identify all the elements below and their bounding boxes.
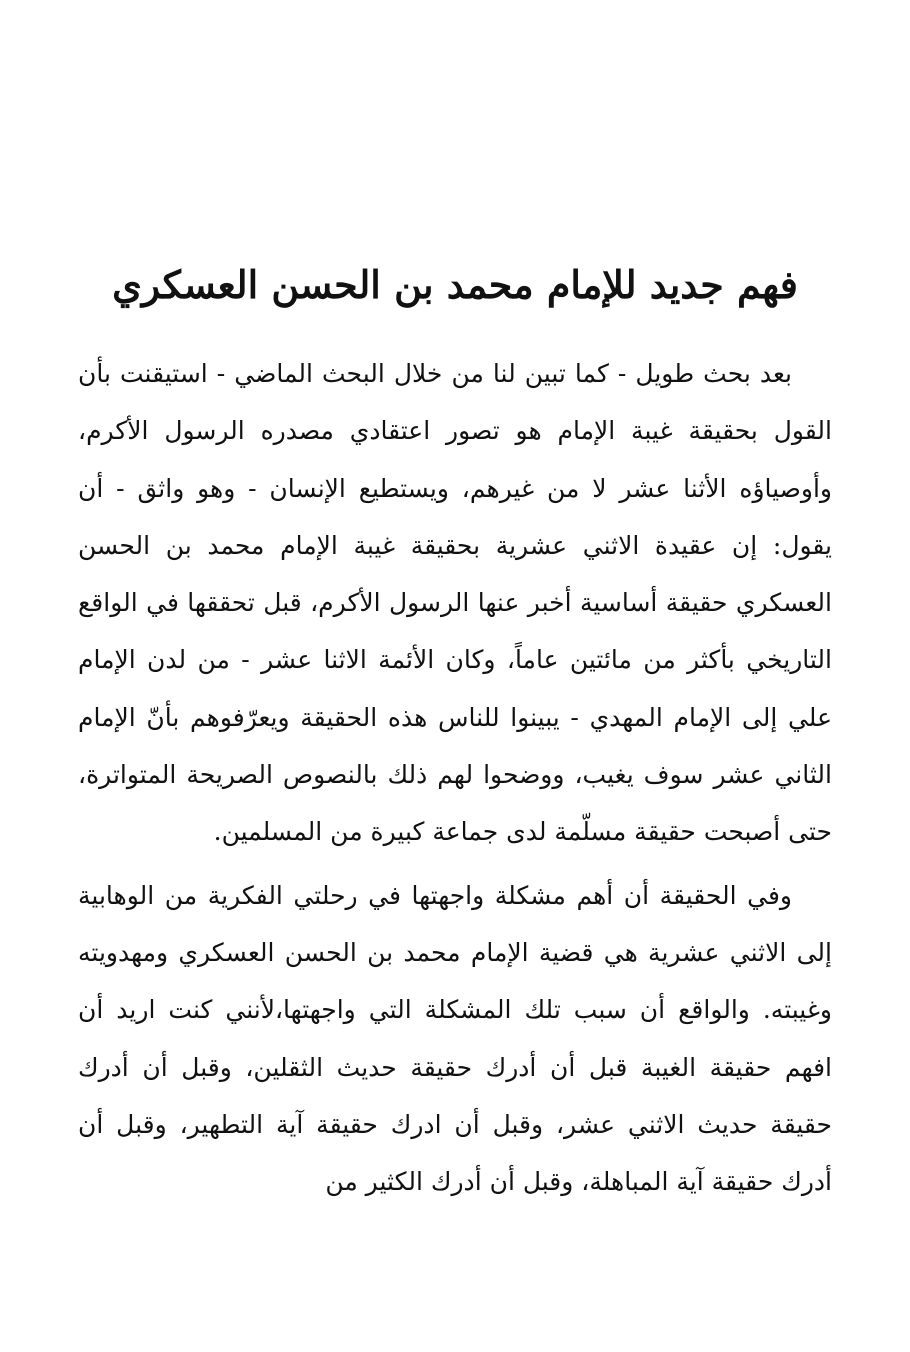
paragraph-2: وفي الحقيقة أن أهم مشكلة واجهتها في رحلتي الفكرية من الوهابية إلى الاثني عشرية هي قضية الإمام محمد بن الحسن العسكري ومهدويته وغيبته. والواقع أن سبب تلك المشكلة التي واجهتها،لأنني كنت اريد أن افهم حقيقة الغيبة قبل أن أدرك حقيقة حديث الثقلين، وقبل أن أدرك حقيقة حديث الاثني عشر، وقبل أن ادرك حقيقة آية التطهير، وقبل أن أدرك حقيقة آية المباهلة، وقبل أن أدرك الكثير من	[78, 880, 832, 1197]
page-title: فهم جديد للإمام محمد بن الحسن العسكري	[112, 262, 798, 307]
body-text	[78, 345, 832, 1210]
paragraph-1: بعد بحث طويل - كما تبين لنا من خلال البحث الماضي - استيقنت بأن القول بحقيقة غيبة الإمام هو تصور اعتقادي مصدره الرسول الأكرم، وأوصياؤه الأثنا عشر لا من غيرهم، ويستطيع الإنسان - وهو واثق - أن يقول: إن عقيدة الاثني عشرية بحقيقة غيبة الإمام محمد بن الحسن العسكري حقيقة أساسية أخبر عنها الرسول الأكرم، قبل تحققها في الواقع التاريخي بأكثر من مائتين عاماً، وكان الأئمة الاثنا عشر - من لدن الإمام علي إلى الإمام المهدي - يبينوا للناس هذه الحقيقة ويعرّفوهم بأنّ الإمام الثاني عشر سوف يغيب، ووضحوا لهم ذلك بالنصوص الصريحة المتواترة، حتى أصبحت حقيقة مسلّمة لدى جماعة كبيرة من المسلمين.	[78, 359, 832, 847]
